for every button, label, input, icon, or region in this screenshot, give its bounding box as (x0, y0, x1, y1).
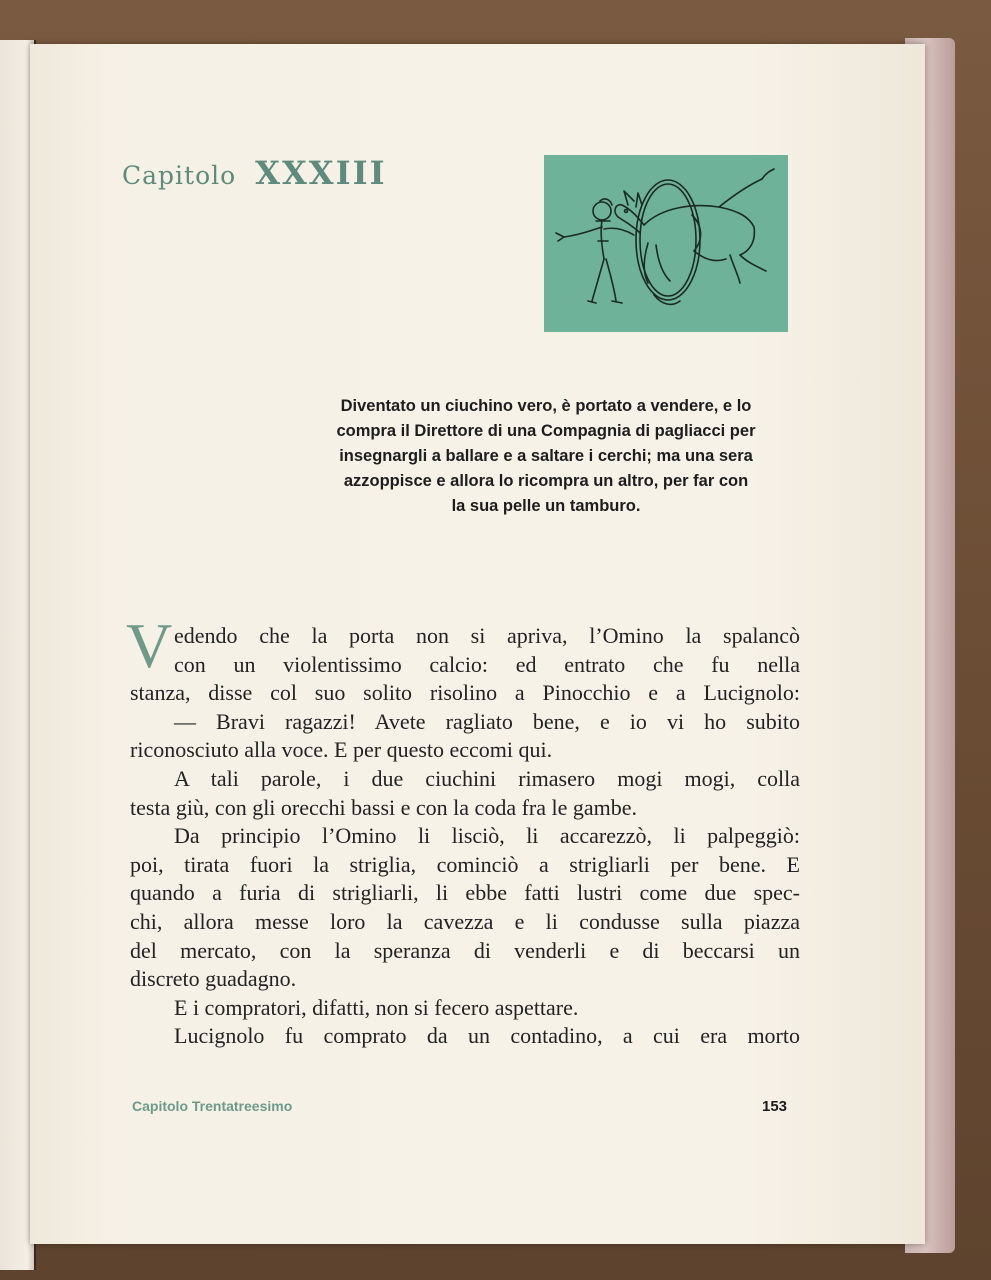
body-line: discreto guadagno. (130, 966, 297, 992)
chapter-number: XXXIII (255, 154, 387, 192)
body-line: A tali parole, i due ciuchini rimasero mogi mogi, colla (174, 765, 800, 791)
chapter-body-text (126, 610, 800, 1051)
body-line: stanza, disse col suo solito risolino a Pinocchio e a Lucignolo: (130, 680, 800, 706)
body-line: quando a furia di strigliarli, li ebbe fatti lustri come due spec- (130, 880, 800, 906)
chapter-label: Capitolo (122, 161, 237, 190)
body-line: del mercato, con la speranza di venderli e di beccarsi un (130, 937, 800, 963)
summary-line: azzoppisce e allora lo ricompra un altro, per far con (343, 472, 749, 490)
body-line: testa giù, con gli orecchi bassi e con la coda fra le gambe. (130, 794, 638, 820)
body-line: con un violentissimo calcio: ed entrato che fu nella (174, 651, 800, 677)
chapter-illustration (544, 155, 788, 332)
body-line: Da principio l’Omino li lisciò, li accarezzò, li palpeggiò: (174, 823, 800, 849)
running-head: Capitolo Trentatreesimo (132, 1098, 293, 1114)
drop-cap: V (126, 610, 173, 681)
summary-line: Diventato un ciuchino vero, è portato a vendere, e lo (340, 397, 752, 415)
book-page (30, 44, 925, 1244)
chapter-summary (286, 394, 806, 519)
summary-line: insegnargli a ballare e a saltare i cerchi; ma una sera (339, 447, 753, 465)
summary-line: la sua pelle un tamburo. (451, 497, 641, 515)
donkey-jumping-hoop-illustration (544, 155, 788, 332)
body-line: E i compratori, difatti, non si fecero aspettare. (174, 994, 579, 1020)
page-number: 153 (762, 1098, 788, 1115)
summary-line: compra il Direttore di una Compagnia di pagliacci per (336, 422, 756, 440)
body-line: poi, tirata fuori la striglia, cominciò a strigliarli per bene. E (130, 851, 800, 877)
body-line: riconosciuto alla voce. E per questo eccomi qui. (130, 737, 553, 763)
chapter-heading (122, 154, 387, 192)
body-line: — Bravi ragazzi! Avete ragliato bene, e io vi ho subito (174, 708, 800, 734)
body-line: chi, allora messe loro la cavezza e li condusse sulla piazza (130, 908, 800, 934)
body-line: Lucignolo fu comprato da un contadino, a cui era morto (174, 1023, 800, 1049)
body-line: edendo che la porta non si apriva, l’Omino la spalancò (174, 623, 800, 648)
